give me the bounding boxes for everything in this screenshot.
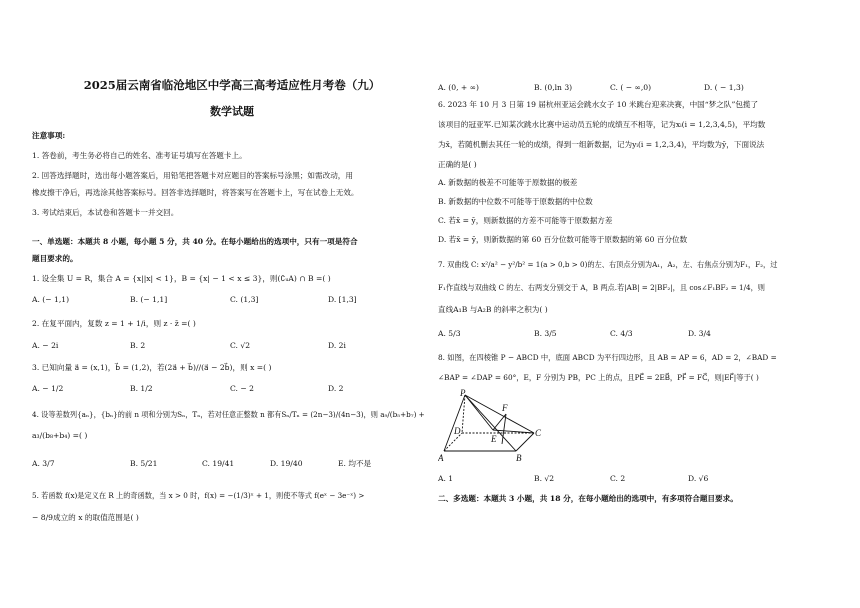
q7-option-a: A. 5/3 bbox=[438, 329, 461, 338]
figure-label-p: P bbox=[460, 388, 466, 398]
q2-option-d: D. 2i bbox=[328, 341, 346, 350]
q5-option-c: C. ( − ∞,0) bbox=[610, 83, 652, 92]
q8-option-d: D. √6 bbox=[688, 474, 709, 483]
question-6-stem: 正确的是( ) bbox=[438, 160, 477, 169]
q8-option-b: B. √2 bbox=[534, 474, 555, 483]
q7-option-b: B. 3/5 bbox=[534, 329, 557, 338]
q6-option-c: C. 若x̄ = ȳ，则新数据的方差不可能等于原数据方差 bbox=[438, 216, 613, 225]
q3-option-b: B. 1/2 bbox=[130, 384, 153, 393]
question-7-stem: F₁作直线与双曲线 C 的左、右两支分别交于 A，B 两点.若|AB| = 2|BF₂|，且 cos∠F₁BF₂ = 1/4，则 bbox=[438, 283, 765, 292]
q4-option-e: E. 均不是 bbox=[338, 459, 372, 468]
q1-option-d: D. [1,3] bbox=[328, 295, 357, 304]
notes-heading: 注意事项: bbox=[32, 131, 66, 140]
q5-option-a: A. (0, + ∞) bbox=[438, 83, 479, 92]
q7-option-d: D. 3/4 bbox=[688, 329, 711, 338]
figure-label-f: F bbox=[502, 403, 508, 413]
question-1-stem: 1. 设全集 U = R，集合 A = {x||x| < 1}，B = {x| − 1 < x ≤ 3}，则(∁ᵤA) ∩ B =( ) bbox=[32, 274, 331, 283]
note-item: 橡皮擦干净后，再选涂其他答案标号。回答非选择题时，将答案写在答题卡上，写在试卷上无效。 bbox=[32, 188, 359, 197]
section2-heading: 二、多选题：本题共 3 小题，共 18 分，在每小题给出的选项中，有多项符合题目要求。 bbox=[438, 494, 738, 503]
q1-option-c: C. (1,3] bbox=[230, 295, 259, 304]
section1-heading: 一、单选题：本题共 8 小题，每小题 5 分，共 40 分。在每小题给出的选项中，只有一项是符合 bbox=[32, 237, 358, 246]
exam-subtitle: 数学试题 bbox=[210, 105, 254, 118]
q5-option-b: B. (0,ln 3) bbox=[534, 83, 573, 92]
q6-option-a: A. 新数据的极差不可能等于原数据的极差 bbox=[438, 178, 578, 187]
figure-label-d: D bbox=[454, 426, 461, 436]
q3-option-d: D. 2 bbox=[328, 384, 344, 393]
q5-option-d: D. ( − 1,3) bbox=[704, 83, 744, 92]
figure-label-e: E bbox=[491, 434, 497, 444]
question-6-stem: 6. 2023 年 10 月 3 日第 19 届杭州亚运会跳水女子 10 米跳台迎来决赛，中国“梦之队”包揽了 bbox=[438, 100, 759, 109]
exam-title: 2025届云南省临沧地区中学高三高考适应性月考卷（九） bbox=[83, 78, 381, 92]
q1-option-b: B. (− 1,1] bbox=[130, 295, 168, 304]
question-4-stem-cont: a₃/(b₈+b₄) =( ) bbox=[32, 431, 88, 440]
question-3-stem: 3. 已知向量 a⃗ = (x,1)，b⃗ = (1,2)，若(2a⃗ + b⃗)//(a⃗ − 2b⃗)，则 x =( ) bbox=[32, 363, 272, 372]
question-8-stem: 8. 如图，在四棱锥 P − ABCD 中，底面 ABCD 为平行四边形，且 AB = AP = 6，AD = 2，∠BAD = bbox=[438, 353, 777, 362]
figure-label-b: B bbox=[516, 453, 522, 463]
q2-option-b: B. 2 bbox=[130, 341, 146, 350]
note-item: 2. 回答选择题时，选出每小题答案后，用铅笔把答题卡对应题目的答案标号涂黑；如需改动，用 bbox=[32, 171, 353, 180]
q2-option-a: A. − 2i bbox=[32, 341, 59, 350]
q4-option-a: A. 3/7 bbox=[32, 459, 55, 468]
q1-option-a: A. (− 1,1) bbox=[32, 295, 70, 304]
q7-option-c: C. 4/3 bbox=[610, 329, 633, 338]
question-7-stem: 7. 双曲线 C: x²/a² − y²/b² = 1(a > 0,b > 0)的左、右顶点分别为A₁，A₂，左、右焦点分别为F₁，F₂，过 bbox=[438, 260, 778, 269]
question-5-stem: 5. 若函数 f(x)是定义在 R 上的奇函数，当 x > 0 时，f(x) = −(1/3)ˣ + 1，则使不等式 f(eˣ − 3e⁻ˣ) > bbox=[32, 491, 365, 500]
note-item: 1. 答卷前，考生务必将自己的姓名、准考证号填写在答题卡上。 bbox=[32, 151, 247, 160]
q8-option-c: C. 2 bbox=[610, 474, 626, 483]
question-6-stem: 该项目的冠亚军.已知某次跳水比赛中运动员五轮的成绩互不相等，记为xᵢ(i = 1,2,3,4,5)，平均数 bbox=[438, 120, 766, 129]
question-8-stem: ∠BAP = ∠DAP = 60°，E，F 分别为 PB，PC 上的点，且PE⃗ = 2EB⃗，PF⃗ = FC⃗，则|EF⃗|等于( ) bbox=[438, 373, 759, 382]
q3-option-c: C. − 2 bbox=[230, 384, 254, 393]
question-4-stem: 4. 设等差数列{aₙ}，{bₙ}的前 n 项和分别为Sₙ，Tₙ，若对任意正整数 n 都有Sₙ/Tₙ = (2n−3)/(4n−3)，则 a₉/(b₅+b₇) + bbox=[32, 410, 425, 419]
figure-label-c: C bbox=[535, 428, 542, 438]
pyramid-figure bbox=[438, 388, 558, 464]
q8-option-a: A. 1 bbox=[438, 474, 454, 483]
q3-option-a: A. − 1/2 bbox=[32, 384, 64, 393]
section1-heading-cont: 题目要求的。 bbox=[32, 254, 78, 263]
q4-option-c: C. 19/41 bbox=[202, 459, 235, 468]
note-item: 3. 考试结束后，本试卷和答题卡一并交回。 bbox=[32, 208, 179, 217]
figure-label-a: A bbox=[438, 453, 444, 463]
q6-option-d: D. 若x̄ = ȳ，则新数据的第 60 百分位数可能等于原数据的第 60 百分位数 bbox=[438, 235, 688, 244]
question-5-stem-cont: − 8/9成立的 x 的取值范围是( ) bbox=[32, 513, 139, 522]
question-7-stem: 直线A₁B 与A₂B 的斜率之积为( ) bbox=[438, 305, 548, 314]
question-2-stem: 2. 在复平面内，复数 z = 1 + 1/i，则 z · z̄ =( ) bbox=[32, 319, 196, 328]
q6-option-b: B. 新数据的中位数不可能等于原数据的中位数 bbox=[438, 197, 593, 206]
question-6-stem: 为x̄，若随机删去其任一轮的成绩，得到一组新数据，记为yᵢ(i = 1,2,3,4)，平均数为ȳ，下面说法 bbox=[438, 140, 765, 149]
q4-option-d: D. 19/40 bbox=[270, 459, 303, 468]
q2-option-c: C. √2 bbox=[230, 341, 251, 350]
q4-option-b: B. 5/21 bbox=[130, 459, 158, 468]
